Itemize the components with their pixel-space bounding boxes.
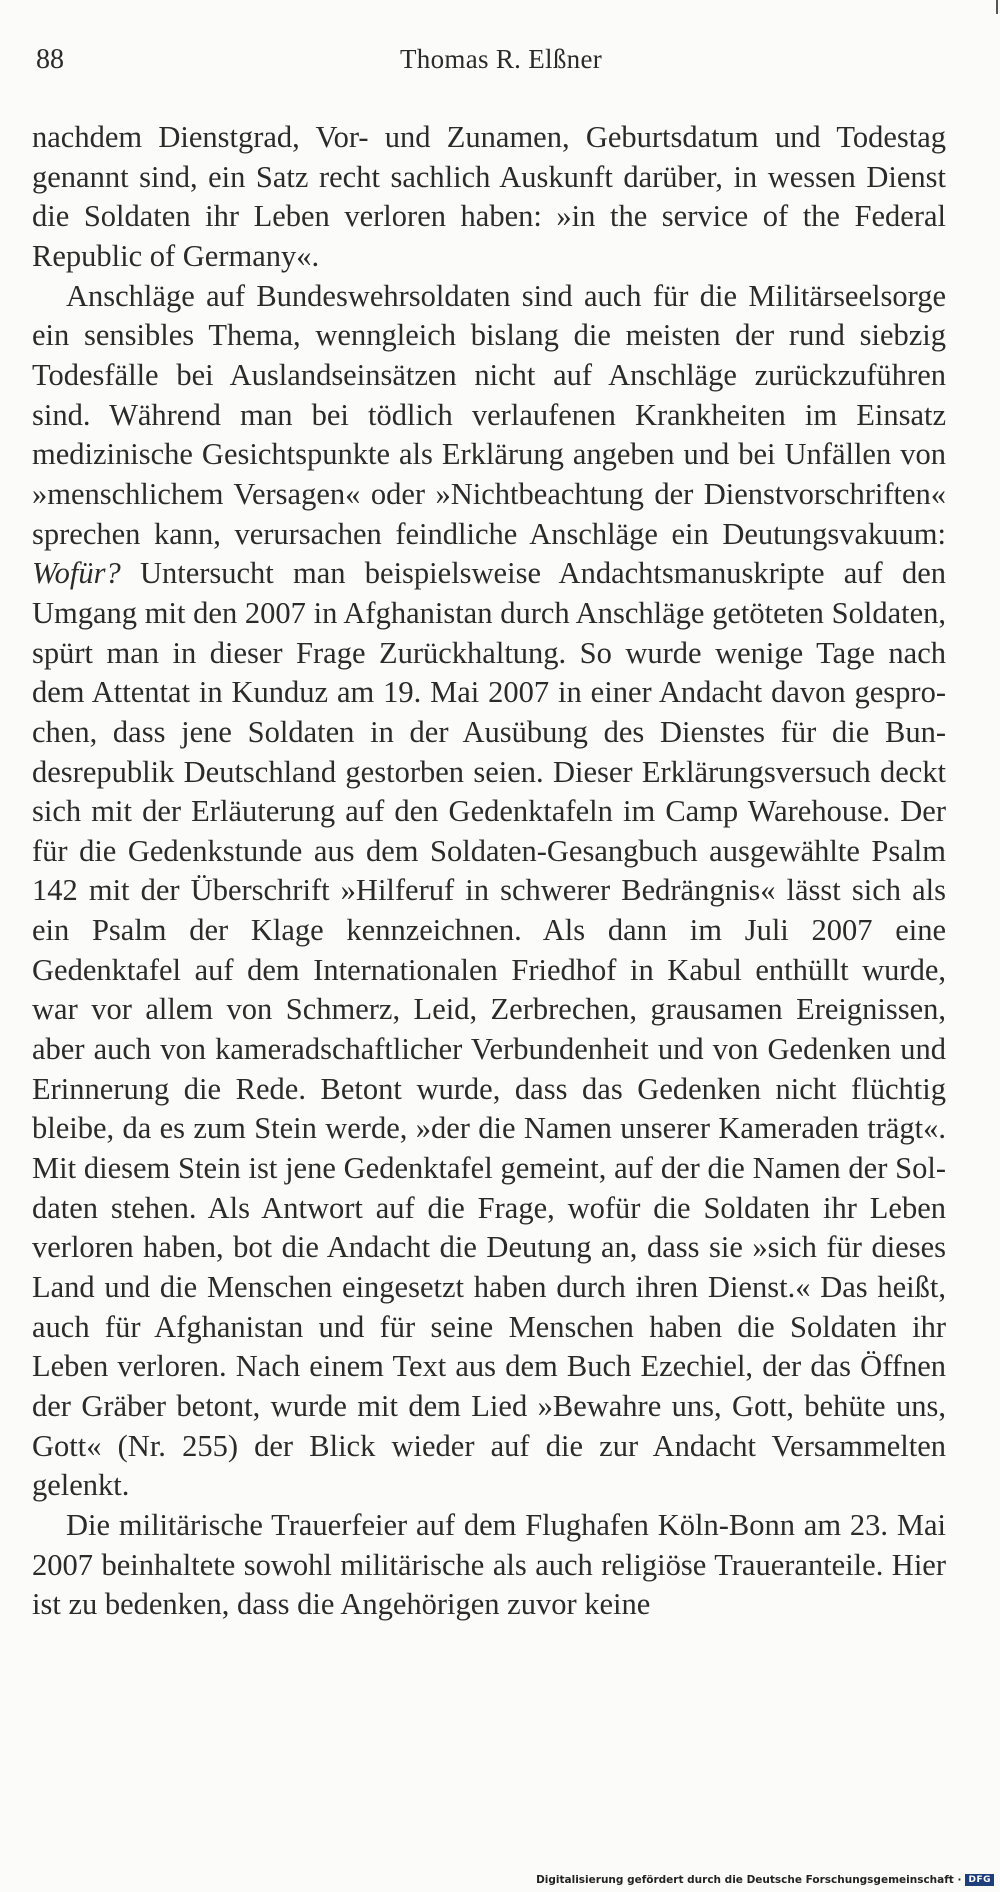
scan-edge-mark	[996, 0, 998, 14]
paragraph-2-italic-question: Wofür?	[32, 556, 121, 591]
digitization-credit	[536, 1874, 994, 1886]
paragraph-2-part-3: Untersucht man beispielsweise Andachtsmanuskripte auf den Umgang mit den 2007 in Afghanistan durch Anschläge getöteten Soldaten, spürt man in dieser Frage Zurückhaltung. So wurde wenige Tage nach dem Attentat in Kunduz am 19. Mai 2007 in einer Andacht davon gesprochen, dass jene Soldaten in der Ausübung des Dienstes für die Bundesrepublik Deutschland gestorben seien. Dieser Erklärungsversuch deckt sich mit der Erläuterung auf den Gedenktafeln im Camp Warehouse. Der für die Gedenkstunde aus dem Soldaten-Gesangbuch ausgewählte Psalm 142 mit der Überschrift »Hilferuf in schwerer Bedrängnis« lässt sich als ein Psalm der Klage kennzeichnen. Als dann im Juli 2007 eine Gedenktafel auf dem Internationalen Friedhof in Kabul enthüllt wurde, war vor allem von Schmerz, Leid, Zerbrechen, grausamen Ereignissen, aber auch von kameradschaftlicher Verbundenheit und von Gedenken und Erinnerung die Rede. Betont wurde, dass das Gedenken nicht flüchtig bleibe, da es zum Stein werde, »der die Namen unserer Kameraden trägt«. Mit diesem Stein ist jene Gedenktafel gemeint, auf der die Namen der Soldaten stehen. Als Antwort auf die Frage, wofür die Soldaten ihr Leben verloren haben, bot die Andacht die Deutung an, dass sie »sich für dieses Land und die Menschen eingesetzt haben durch ihren Dienst.« Das heißt, auch für Afghanistan und für seine Menschen haben die Soldaten ihr Leben verloren. Nach einem Text aus dem Buch Ezechiel, der das Öffnen der Gräber betont, wurde mit dem Lied »Bewahre uns, Gott, behüte uns, Gott« (Nr. 255) der Blick wieder auf die zur Andacht Versammelten gelenkt.	[32, 556, 946, 1503]
digitization-credit-text: Digitalisierung gefördert durch die Deutsche Forschungsgemeinschaft ·	[536, 1874, 962, 1886]
dfg-logo-icon: DFG	[965, 1874, 994, 1886]
running-head-author: Thomas R. Elßner	[400, 44, 603, 74]
paragraph-3: Die militärische Trauerfeier auf dem Flughafen Köln-Bonn am 23. Mai 2007 beinhaltete sowohl militärische als auch religiöse Traueranteile. Hier ist zu bedenken, dass die Angehörigen zuvor keine	[32, 1507, 946, 1622]
page-header	[36, 44, 920, 84]
paragraph-2-part-1: Anschläge auf Bundeswehrsoldaten sind auch für die Militärseelsorge ein sensibles Thema, wenngleich bislang die meisten der rund siebzig Todesfälle bei Auslandseinsätzen nicht auf Anschläge zurückzuführen sind. Während man bei tödlich verlaufenen Krankheiten im Einsatz medizinische Gesichtspunkte als Erklärung angeben und bei Unfällen von »menschlichem Versagen« oder »Nichtbeachtung der Dienstvorschriften« sprechen kann, verursachen feindliche Anschläge ein Deutungsvakuum:	[32, 278, 946, 551]
paragraph-2	[32, 277, 946, 1506]
body-text	[32, 118, 946, 1625]
page-number: 88	[36, 44, 64, 75]
paragraph-1: nachdem Dienstgrad, Vor- und Zunamen, Geburtsdatum und Todestag genannt sind, ein Satz recht sachlich Auskunft darüber, in wessen Dienst die Soldaten ihr Leben verloren haben: »in the service of the Federal Republic of Germany«.	[32, 120, 946, 273]
